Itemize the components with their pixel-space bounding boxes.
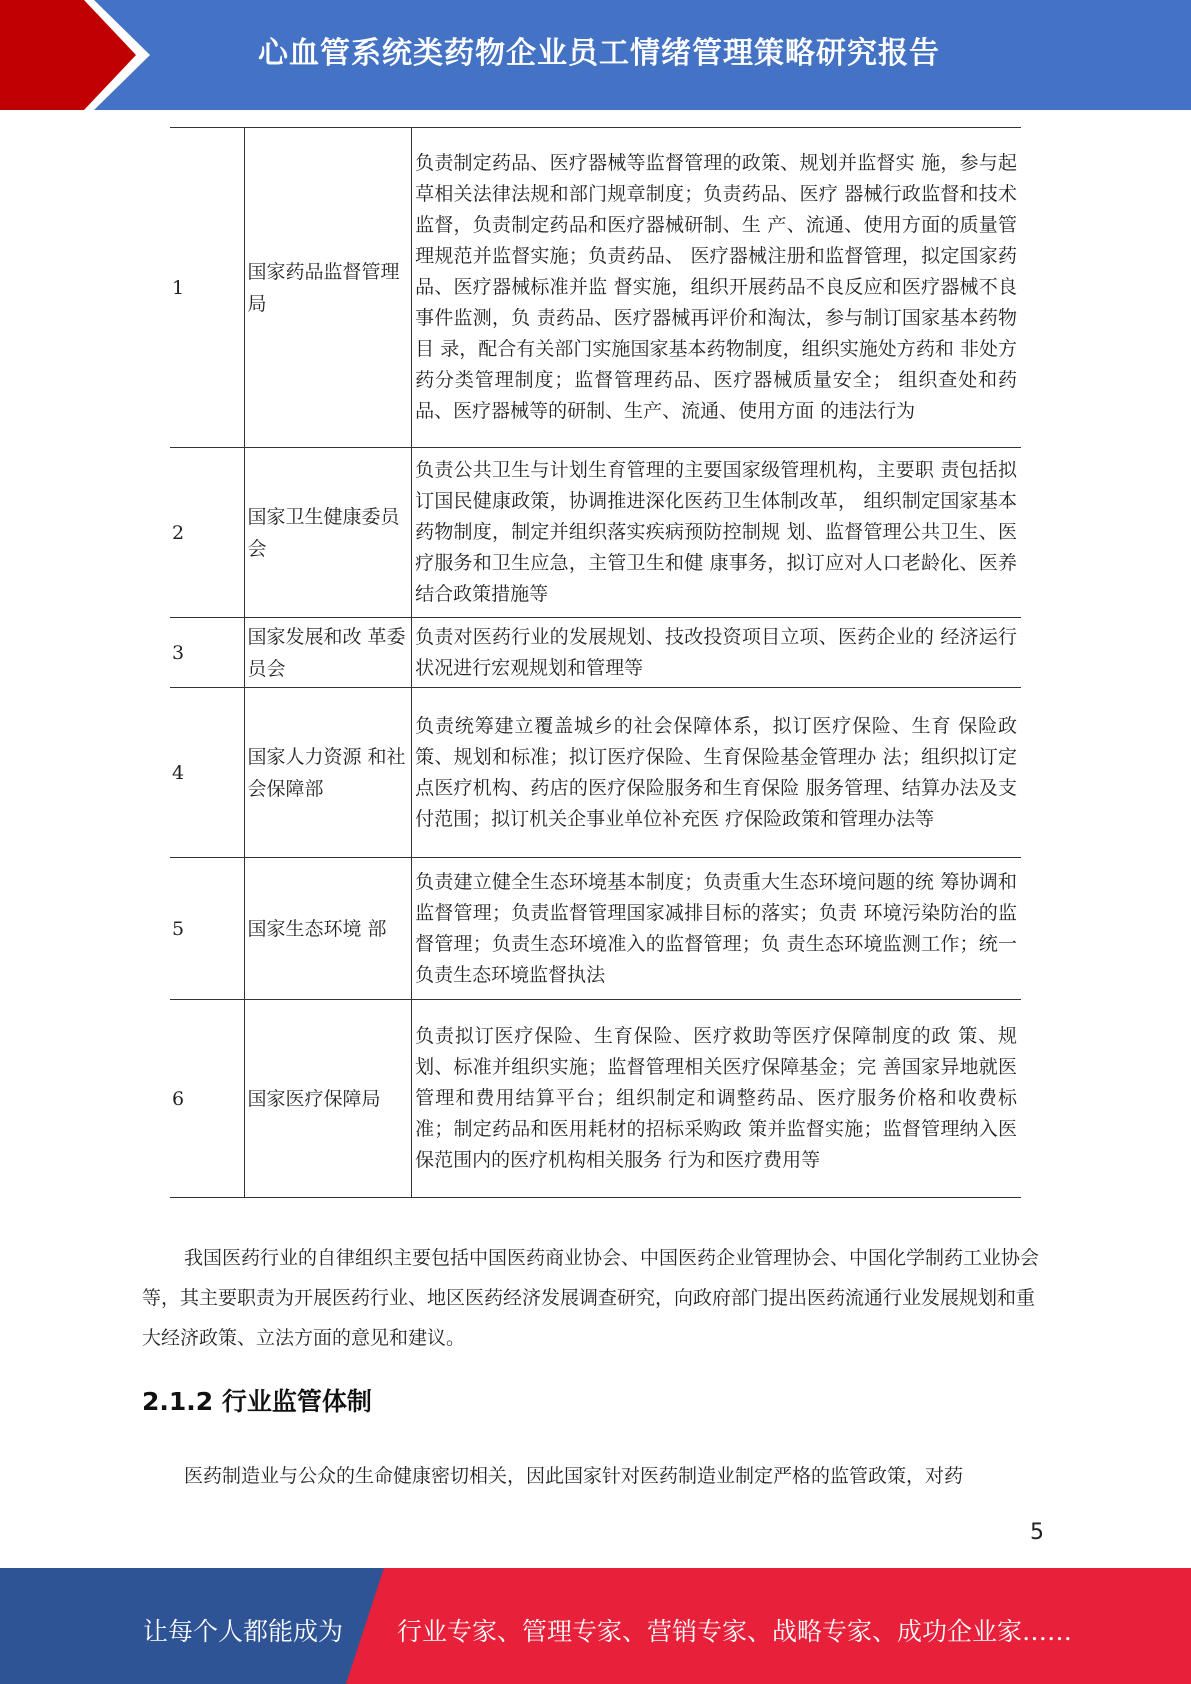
row-number: 1	[170, 128, 245, 448]
header-chevron-decoration	[0, 0, 150, 110]
report-title: 心血管系统类药物企业员工情绪管理策略研究报告	[258, 36, 940, 71]
agency-duties: 负责公共卫生与计划生育管理的主要国家级管理机构，主要职 责包括拟订国民健康政策，协调推进深化医药卫生体制改革， 组织制定国家基本药物制度，制定并组织落实疾病预防控制规 划、监督管理公共卫生、医疗服务和卫生应急，主管卫生和健 康事务，拟订应对人口老龄化、医养结合政策措施等	[412, 448, 1021, 618]
agency-name: 国家卫生健康委员会	[245, 448, 412, 618]
table-row	[170, 128, 1021, 448]
footer-slogan-right: 行业专家、管理专家、营销专家、战略专家、成功企业家……	[397, 1617, 1073, 1646]
regulation-paragraph: 医药制造业与公众的生命健康密切相关，因此国家针对医药制造业制定严格的监管政策，对药	[184, 1465, 964, 1487]
agency-name: 国家发展和改 革委员会	[245, 618, 412, 688]
row-number: 5	[170, 858, 245, 1000]
agency-duties: 负责拟订医疗保险、生育保险、医疗救助等医疗保障制度的政 策、规划、标准并组织实施；监督管理相关医疗保障基金；完 善国家异地就医管理和费用结算平台；组织制定和调整药品、医疗服务价格和收费标准；制定药品和医用耗材的招标采购政 策并监督实施；监督管理纳入医保范围内的医疗机构相关服务 行为和医疗费用等	[412, 1000, 1021, 1198]
agency-duties: 负责建立健全生态环境基本制度；负责重大生态环境问题的统 筹协调和监督管理；负责监督管理国家减排目标的落实；负责 环境污染防治的监督管理；负责生态环境准入的监督管理；负 责生态环境监测工作；统一负责生态环境监督执法	[412, 858, 1021, 1000]
section-heading: 2.1.2 行业监管体制	[142, 1387, 372, 1416]
agency-name: 国家生态环境 部	[245, 858, 412, 1000]
agency-duties: 负责制定药品、医疗器械等监督管理的政策、规划并监督实 施，参与起草相关法律法规和部门规章制度；负责药品、医疗 器械行政监督和技术监督，负责制定药品和医疗器械研制、生 产、流通、使用方面的质量管理规范并监督实施；负责药品、 医疗器械注册和监督管理，拟定国家药品、医疗器械标准并监 督实施，组织开展药品不良反应和医疗器械不良事件监测，负 责药品、医疗器械再评价和淘汰，参与制订国家基本药物目 录，配合有关部门实施国家基本药物制度，组织实施处方药和 非处方药分类管理制度；监督管理药品、医疗器械质量安全； 组织查处和药品、医疗器械等的研制、生产、流通、使用方面 的违法行为	[412, 128, 1021, 448]
table-row	[170, 688, 1021, 858]
agency-name: 国家人力资源 和社会保障部	[245, 688, 412, 858]
page-header	[0, 0, 1191, 110]
agency-name: 国家药品监督管理局	[245, 128, 412, 448]
agency-name: 国家医疗保障局	[245, 1000, 412, 1198]
row-number: 3	[170, 618, 245, 688]
row-number: 2	[170, 448, 245, 618]
page-number: 5	[1030, 1520, 1044, 1545]
footer-slogan-left: 让每个人都能成为	[143, 1617, 344, 1646]
agency-duties: 负责统筹建立覆盖城乡的社会保障体系，拟订医疗保险、生育 保险政策、规划和标准；拟订医疗保险、生育保险基金管理办 法；组织拟订定点医疗机构、药店的医疗保险服务和生育保险 服务管理、结算办法及支付范围；拟订机关企事业单位补充医 疗保险政策和管理办法等	[412, 688, 1021, 858]
table-row	[170, 618, 1021, 688]
row-number: 6	[170, 1000, 245, 1198]
agency-duties: 负责对医药行业的发展规划、技改投资项目立项、医药企业的 经济运行状况进行宏观规划和管理等	[412, 618, 1021, 688]
table-row	[170, 1000, 1021, 1198]
self-regulatory-paragraph: 我国医药行业的自律组织主要包括中国医药商业协会、中国医药企业管理协会、中国化学制药工业协会等，其主要职责为开展医药行业、地区医药经济发展调查研究，向政府部门提出医药流通行业发展规划和重大经济政策、立法方面的意见和建议。	[142, 1247, 1040, 1349]
row-number: 4	[170, 688, 245, 858]
table-row	[170, 448, 1021, 618]
agency-table	[170, 127, 1021, 1198]
table-row	[170, 858, 1021, 1000]
page-footer	[0, 1568, 1191, 1684]
